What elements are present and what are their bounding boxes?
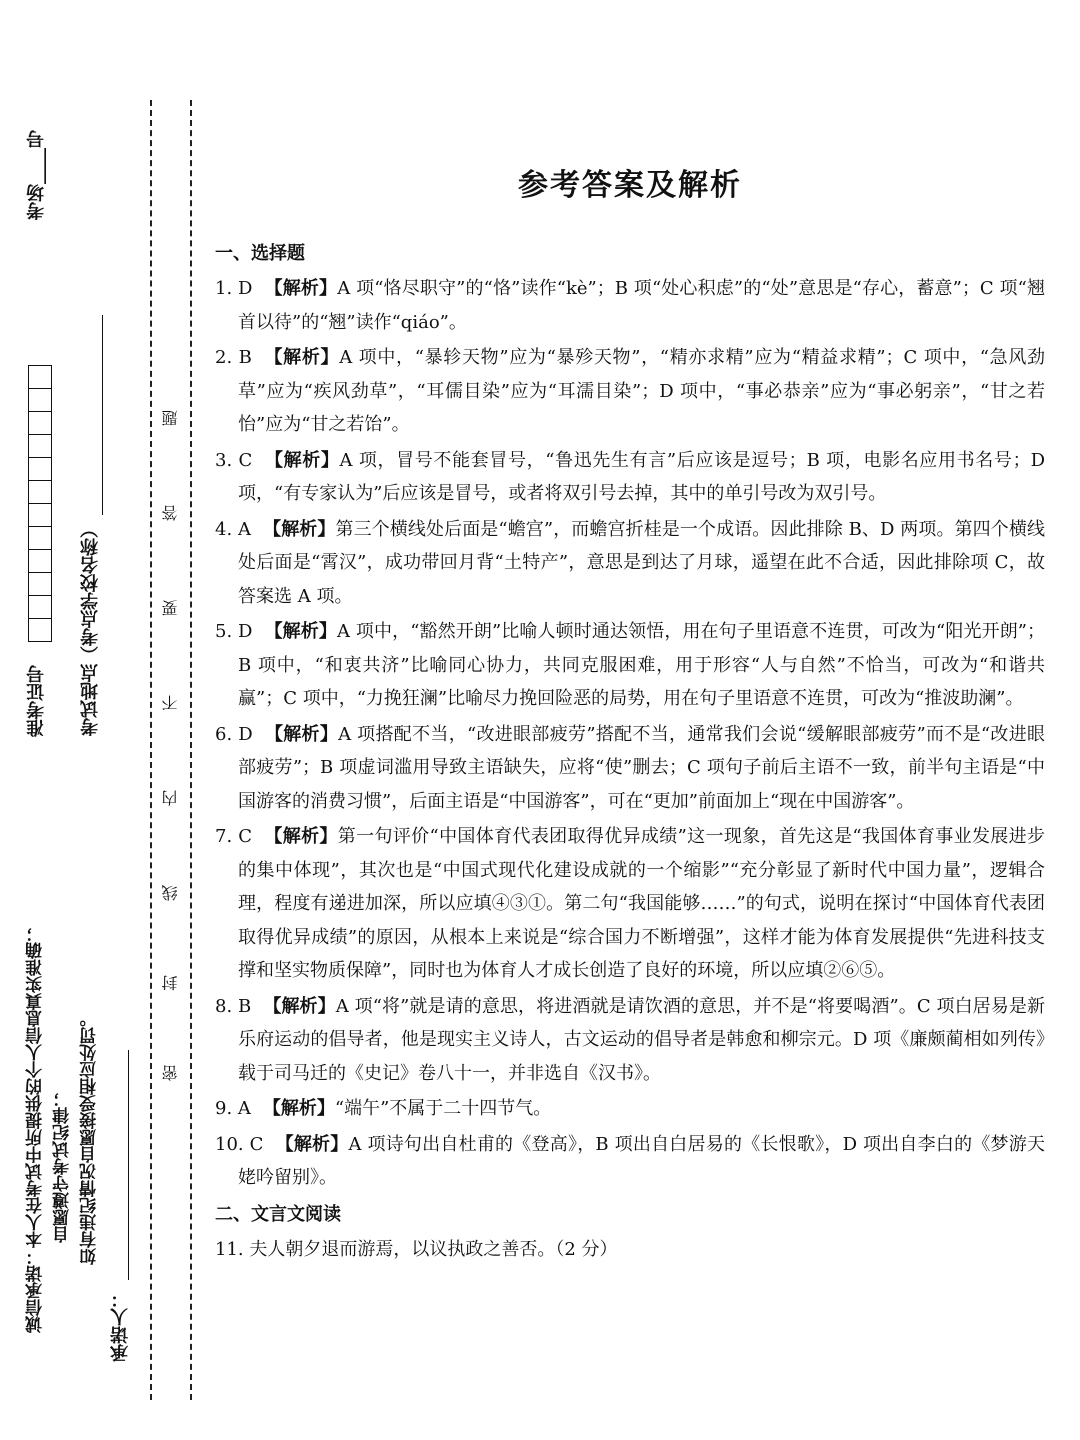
seal-char: 答 bbox=[161, 505, 180, 521]
cut-line-outer bbox=[150, 100, 152, 1400]
section-heading: 一、选择题 bbox=[215, 243, 305, 264]
answer-item: 6. D 【解析】A 项搭配不当，“改进眼部疲劳”搭配不当，通常我们会说“缓解眼部疲劳”而不是“改进眼部疲劳”；B 项虚词滥用导致主语缺失，应将“使”删去；C 项句子前后主语不一致，前半句主语是“中国游客的消费习惯”，后面主语是“中国游客”，可在“更加”前面加上“现在中国游客”。 bbox=[215, 723, 1046, 812]
student-id-label: 准考证号 bbox=[26, 665, 47, 737]
answer-item: 4. A 【解析】第三个横线处后面是“蟾宫”，而蟾宫折桂是一个成语。因此排除 B、D 两项。第四个横线处后面是“霄汉”，成功带回月背“土特产”，意思是到达了月球，遥望在此不合适，因此排除项 C，故答案选 A 项。 bbox=[215, 518, 1045, 607]
binding-margin bbox=[0, 0, 200, 1440]
seal-char: 封 bbox=[161, 975, 180, 991]
page-title: 参考答案及解析 bbox=[518, 168, 742, 203]
answer-list bbox=[215, 272, 1045, 1195]
signer-underline[interactable] bbox=[128, 1050, 129, 1280]
question-11: 11. 夫人朝夕退而游焉，以议执政之善否。（2 分） bbox=[215, 1238, 618, 1260]
pledge-line2: 自愿遵守考试纪律； bbox=[53, 1090, 73, 1243]
student-id-boxes[interactable] bbox=[28, 365, 52, 642]
pledge-line3: 如有违纪情况自愿接受相应处罚。 bbox=[80, 1010, 100, 1265]
exam-location-underline[interactable] bbox=[102, 315, 103, 515]
section-heading: 二、文言文阅读 bbox=[215, 1203, 341, 1225]
seal-char: 题 bbox=[161, 410, 180, 426]
seal-char: 要 bbox=[161, 600, 180, 616]
answer-item: 8. B 【解析】A 项“将”就是请的意思，将进酒就是请饮酒的意思，并不是“将要喝酒”。C 项白居易是新乐府运动的倡导者，他是现实主义诗人，古文运动的倡导者是韩愈和柳宗元。D 项《廉颇蔺相如列传》载于司马迁的《史记》卷八十一，并非选自《汉书》。 bbox=[215, 995, 1045, 1084]
seal-char: 内 bbox=[161, 790, 180, 806]
answer-item: 1. D 【解析】A 项“恪尽职守”的“恪”读作“kè”；B 项“处心积虑”的“处”意思是“存心，蓄意”；C 项“翘首以待”的“翘”读作“qiáo”。 bbox=[215, 278, 1046, 333]
answer-item: 2. B 【解析】A 项中，“暴轸天物”应为“暴殄天物”，“精亦求精”应为“精益求精”；C 项中，“急风劲草”应为“疾风劲草”，“耳儒目染”应为“耳濡目染”；D 项中，“事必恭亲”应为“事必躬亲”，“甘之若怡”应为“甘之若饴”。 bbox=[215, 347, 1046, 435]
answer-item: 10. C 【解析】A 项诗句出自杜甫的《登高》，B 项出自白居易的《长恨歌》，D 项出自李白的《梦游天姥吟留别》。 bbox=[215, 1133, 1046, 1188]
answer-item: 7. C 【解析】第一句评价“中国体育代表团取得优异成绩”这一现象，首先这是“我国体育事业发展进步的集中体现”，其次也是“中国式现代化建设成就的一个缩影”“充分彰显了新时代中国力量”，逻辑合理，程度有递进加深，所以应填④③①。第二句“我国能够……”的句式，说明在探讨“中国体育代表团取得优异成绩”的原因，从根本上来说是“综合国力不断增强”，这样才能为体育发展提供“先进科技支撑和坚实物质保障”，同时也为体育人才成长创造了良好的环境，所以应填②⑥⑤。 bbox=[215, 826, 1046, 981]
answer-content bbox=[215, 160, 1045, 1266]
signer-label: 承诺人： bbox=[110, 1290, 131, 1362]
answer-item: 9. A 【解析】“端午”不属于二十四节气。 bbox=[215, 1098, 552, 1119]
exam-room-label: 考场____号 bbox=[26, 130, 47, 220]
seal-char: 线 bbox=[161, 885, 180, 901]
seal-char: 不 bbox=[161, 695, 180, 711]
answer-item: 5. D 【解析】A 项中，“豁然开朗”比喻人顿时通达领悟，用在句子里语意不连贯，可改为“阳光开朗”；B 项中，“和衷共济”比喻同心协力，共同克服困难，用于形容“人与自然”不恰当，可改为“和谐共赢”；C 项中，“力挽狂澜”比喻尽力挽回险恶的局势，用在句子里语意不连贯，可改为“推波助澜”。 bbox=[215, 621, 1046, 709]
answer-item: 3. C 【解析】A 项，冒号不能套冒号，“鲁迅先生有言”后应该是逗号；B 项，电影名应用书名号；D 项，“有专家认为”后应该是冒号，或者将双引号去掉，其中的单引号改为双引号。 bbox=[215, 449, 1046, 504]
exam-location-label: 考试地点（考点学校名称） bbox=[80, 520, 101, 736]
cut-line-inner bbox=[190, 100, 192, 1400]
seal-char: 密 bbox=[161, 1065, 180, 1081]
pledge-title-and-line1: 诚信承诺：本人在考试中所提供的个人信息真实准确； bbox=[26, 925, 46, 1333]
